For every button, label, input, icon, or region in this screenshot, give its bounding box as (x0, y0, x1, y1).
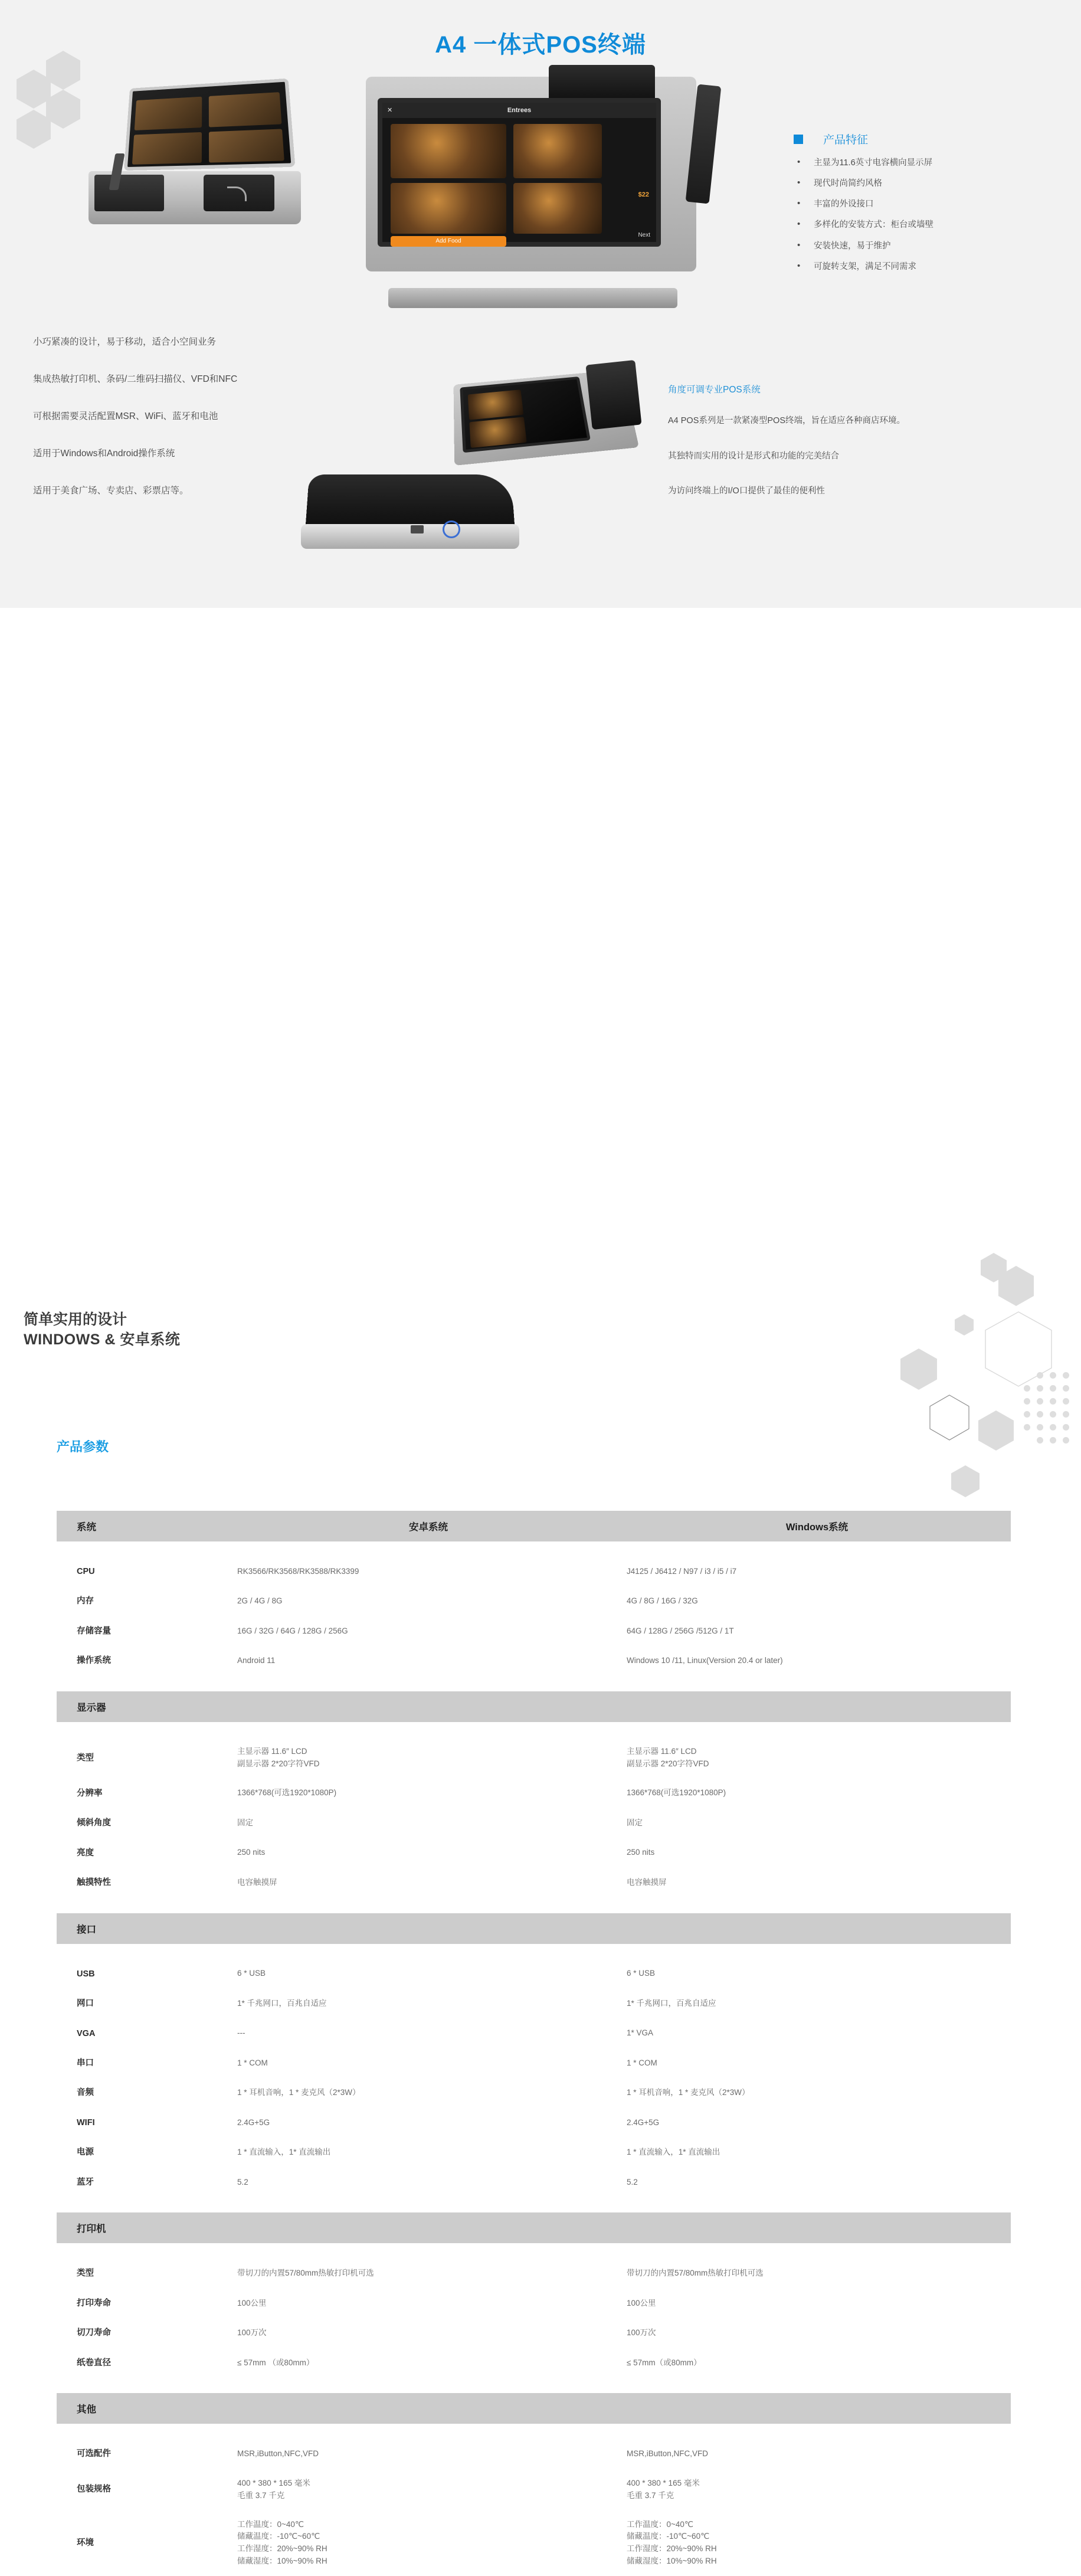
hexagon-decor-icon (17, 70, 51, 109)
feature-item: • 多样化的安装方式：柜台或墙壁 (794, 220, 1053, 230)
android-value: 6 * USB (237, 1969, 266, 1978)
windows-value: 1 * 耳机音响，1 * 麦克风（2*3W） (627, 2088, 750, 2097)
android-value: Android 11 (237, 1656, 276, 1665)
windows-value: 5.2 (627, 2177, 638, 2187)
hero-copy-line: 小巧紧凑的设计，易于移动，适合小空间业务 (33, 337, 217, 347)
row-label: 蓝牙 (77, 2177, 94, 2187)
device-printer-module (94, 175, 164, 211)
row-label: 分辨率 (77, 1788, 103, 1798)
table-row (57, 1737, 1011, 1779)
table-row (57, 2078, 1011, 2107)
spacer-cell (57, 2243, 1011, 2258)
hexagon-decor-icon (978, 1410, 1014, 1451)
android-value: 1 * 耳机音响，1 * 麦克风（2*3W） (237, 2088, 361, 2097)
row-label: VGA (77, 2028, 96, 2038)
table-row (57, 2019, 1011, 2048)
close-icon: ✕ (387, 107, 393, 114)
price-label: $22 (638, 191, 649, 198)
windows-value: MSR,iButton,NFC,VFD (627, 2449, 709, 2458)
features-heading (794, 131, 1053, 147)
row-label: WIFI (77, 2117, 95, 2127)
adjustable-angle-block (668, 382, 1022, 497)
hero-section (0, 0, 1081, 608)
table-row (57, 2168, 1011, 2197)
spacer-cell (57, 2197, 1011, 2212)
row-label: 类型 (77, 2269, 94, 2279)
windows-value: 100公里 (627, 2298, 656, 2307)
row-label: 可选配件 (77, 2449, 111, 2459)
table-spacer (57, 2424, 1011, 2439)
windows-value: 工作温度：0~40℃ 储藏温度：-10℃~60℃ 工作湿度：20%~90% RH 储藏湿度：10%~90% RH (627, 2519, 717, 2566)
adjustable-angle-paragraph: 为访问终端上的I/O口提供了最佳的便利性 (668, 486, 825, 496)
android-value: 100公里 (237, 2298, 267, 2307)
feature-item: • 现代时尚简约风格 (794, 178, 1053, 189)
table-spacer (57, 1722, 1011, 1737)
table-group-header (57, 1691, 1011, 1722)
row-label: 环境 (77, 2538, 94, 2548)
row-label: 触摸特性 (77, 1878, 111, 1888)
printer-and-msr-module (585, 360, 641, 430)
row-label: 亮度 (77, 1848, 94, 1858)
specifications-section (0, 608, 1081, 2566)
table-spacer (57, 2197, 1011, 2212)
hexagon-decor-icon (955, 1314, 974, 1336)
row-label: 网口 (77, 1999, 94, 2009)
hero-copy-line: 集成热敏打印机、条码/二维码扫描仪、VFD和NFC (33, 374, 238, 384)
table-row (57, 2258, 1011, 2288)
device-foot (388, 288, 677, 308)
spacer-cell (57, 1722, 1011, 1737)
next-button[interactable]: Next (638, 232, 650, 238)
feature-item: • 主显为11.6英寸电容横向显示屏 (794, 158, 1053, 168)
android-value: 250 nits (237, 1848, 266, 1857)
column-header: Windows系统 (623, 1511, 1011, 1541)
android-value: --- (237, 2028, 245, 2038)
table-row (57, 2439, 1011, 2469)
hexagon-decor-icon (951, 1465, 980, 1497)
group-header-label: 接口 (57, 1913, 1011, 1944)
table-spacer (57, 1541, 1011, 1557)
row-label: 操作系统 (77, 1656, 111, 1666)
windows-value: 2.4G+5G (627, 2117, 660, 2127)
product-image-compact-pos (89, 77, 301, 224)
spacer-cell (57, 1541, 1011, 1557)
android-value: 1 * COM (237, 2058, 268, 2067)
table-row (57, 1586, 1011, 1616)
android-value: 1* 千兆网口，百兆自适应 (237, 1998, 327, 2008)
spacer-cell (57, 2424, 1011, 2439)
spacer-cell (57, 1944, 1011, 1959)
windows-value: 1 * 直流输入，1* 直流输出 (627, 2148, 720, 2157)
windows-value: 固定 (627, 1818, 643, 1827)
section-heading-line2: WINDOWS & 安卓系统 (24, 1331, 181, 1348)
table-row (57, 1868, 1011, 1897)
table-row (57, 2348, 1011, 2378)
windows-value: 带切刀的内置57/80mm热敏打印机可选 (627, 2269, 764, 2278)
table-spacer (57, 2243, 1011, 2258)
windows-value: 1366*768(可选1920*1080P) (627, 1788, 726, 1798)
windows-value: 1* VGA (627, 2028, 654, 2038)
table-row (57, 1838, 1011, 1868)
square-bullet-icon (794, 135, 803, 144)
row-label: 打印寿命 (77, 2298, 111, 2308)
android-value: 2G / 4G / 8G (237, 1596, 283, 1606)
row-label: 切刀寿命 (77, 2328, 111, 2338)
windows-value: ≤ 57mm（或80mm） (627, 2358, 702, 2367)
table-row (57, 2108, 1011, 2138)
product-features-block (794, 131, 1053, 282)
spacer-cell (57, 1898, 1011, 1913)
windows-value: 主显示器 11.6″ LCD 副显示器 2*20字符VFD (627, 1746, 709, 1768)
column-header: 系统 (57, 1511, 234, 1541)
windows-value: 1* 千兆网口，百兆自适应 (627, 1998, 716, 2008)
hero-copy-line: 适用于美食广场、专卖店、彩票店等。 (33, 485, 189, 496)
windows-value: 400 * 380 * 165 毫米 毛重 3.7 千克 (627, 2478, 700, 2500)
android-value: 带切刀的内置57/80mm热敏打印机可选 (237, 2269, 374, 2278)
group-header-label: 打印机 (57, 2212, 1011, 2243)
android-value: 固定 (237, 1818, 253, 1827)
hexagon-outline-icon (929, 1394, 970, 1441)
spacer-cell (57, 1676, 1011, 1691)
nfc-reader-icon (204, 175, 274, 211)
table-group-header (57, 2393, 1011, 2424)
hero-copy-line: 可根据需要灵活配置MSR、WiFi、蓝牙和电池 (33, 411, 218, 421)
table-row (57, 2510, 1011, 2576)
windows-value: 250 nits (627, 1848, 655, 1857)
table-spacer (57, 2378, 1011, 2393)
row-label: CPU (77, 1567, 95, 1576)
android-value: 100万次 (237, 2328, 267, 2338)
row-label: 类型 (77, 1753, 94, 1763)
android-value: ≤ 57mm （或80mm） (237, 2358, 315, 2367)
row-label: 电源 (77, 2148, 94, 2158)
adjustable-angle-heading: 角度可调专业POS系统 (668, 385, 761, 395)
android-value: 1 * 直流输入，1* 直流输出 (237, 2148, 331, 2157)
hero-left-copy (33, 336, 411, 497)
windows-value: 4G / 8G / 16G / 32G (627, 1596, 698, 1606)
android-value: RK3566/RK3568/RK3588/RK3399 (237, 1566, 359, 1576)
feature-item: • 安装快速，易于维护 (794, 241, 1053, 251)
android-value: 1366*768(可选1920*1080P) (237, 1788, 337, 1798)
column-header: 安卓系统 (234, 1511, 623, 1541)
usb-port-icon (411, 525, 424, 533)
hexagon-decor-icon (900, 1348, 937, 1390)
spacer-cell (57, 2378, 1011, 2393)
product-image-main-pos (354, 65, 720, 319)
screen-title: Entrees (507, 107, 532, 114)
product-image-angled-pos (454, 360, 649, 478)
table-group-header (57, 1913, 1011, 1944)
table-header-row (57, 1511, 1011, 1541)
table-row (57, 1646, 1011, 1675)
table-row (57, 1616, 1011, 1646)
table-group-header (57, 2212, 1011, 2243)
section-heading (24, 1310, 180, 1350)
row-label: 包装规格 (77, 2485, 111, 2495)
group-header-label: 其他 (57, 2393, 1011, 2424)
android-value: MSR,iButton,NFC,VFD (237, 2449, 319, 2458)
table-spacer (57, 1676, 1011, 1691)
android-value: 5.2 (237, 2177, 248, 2187)
screen-topbar (382, 103, 656, 118)
table-row (57, 1557, 1011, 1586)
row-label: USB (77, 1969, 95, 1979)
android-value: 400 * 380 * 165 毫米 毛重 3.7 千克 (237, 2478, 310, 2500)
android-value: 2.4G+5G (237, 2117, 270, 2127)
windows-value: 100万次 (627, 2328, 656, 2338)
table-row (57, 1808, 1011, 1838)
page-title: A4 一体式POS终端 (435, 32, 646, 58)
device-base (301, 524, 519, 549)
device-screen (460, 377, 591, 453)
table-row (57, 2318, 1011, 2348)
android-value: 主显示器 11.6″ LCD 副显示器 2*20字符VFD (237, 1746, 320, 1768)
windows-value: 电容触摸屏 (627, 1877, 667, 1887)
row-label: 纸卷直径 (77, 2358, 111, 2368)
features-list (794, 158, 1053, 272)
power-button-icon (443, 521, 460, 538)
windows-value: 6 * USB (627, 1969, 656, 1978)
adjustable-angle-paragraph: A4 POS系列是一款紧凑型POS终端，旨在适应各种商店环境。 (668, 416, 906, 425)
windows-value: Windows 10 /11, Linux(Version 20.4 or later) (627, 1656, 783, 1665)
row-label: 音频 (77, 2088, 94, 2098)
device-screen (124, 78, 296, 171)
table-row (57, 1989, 1011, 2018)
table-row (57, 1959, 1011, 1989)
table-row (57, 2469, 1011, 2510)
table-row (57, 2289, 1011, 2318)
android-value: 16G / 32G / 64G / 128G / 256G (237, 1626, 348, 1635)
section-heading-line1: 简单实用的设计 (24, 1311, 127, 1328)
thermal-printer-module (549, 65, 655, 99)
adjustable-angle-paragraph: 其独特而实用的设计是形式和功能的完美结合 (668, 451, 839, 461)
device-screen (378, 98, 661, 247)
table-row (57, 1779, 1011, 1808)
table-row (57, 2138, 1011, 2167)
features-title: 产品特征 (823, 134, 869, 146)
android-value: 电容触摸屏 (237, 1877, 277, 1887)
windows-value: J4125 / J6412 / N97 / i3 / i5 / i7 (627, 1566, 737, 1576)
table-spacer (57, 1898, 1011, 1913)
group-header-label: 显示器 (57, 1691, 1011, 1722)
windows-value: 1 * COM (627, 2058, 657, 2067)
table-spacer (57, 1944, 1011, 1959)
hexagon-decor-icon (17, 110, 51, 149)
hexagon-decor-icon (46, 90, 80, 129)
row-label: 内存 (77, 1596, 94, 1606)
feature-item: • 可旋转支架，满足不同需求 (794, 261, 1053, 272)
row-label: 串口 (77, 2058, 94, 2068)
hexagon-decor-cluster (857, 1230, 1081, 1490)
params-title: 产品参数 (57, 1439, 109, 1454)
table-row (57, 2048, 1011, 2078)
add-food-button[interactable]: Add Food (391, 236, 506, 247)
feature-item: • 丰富的外设接口 (794, 199, 1053, 210)
row-label: 倾斜角度 (77, 1818, 111, 1828)
android-value: 工作温度：0~40℃ 储藏温度：-10℃~60℃ 工作湿度：20%~90% RH 储藏湿度：10%~90% RH (237, 2519, 327, 2566)
windows-value: 64G / 128G / 256G /512G / 1T (627, 1626, 734, 1635)
row-label: 存储容量 (77, 1626, 111, 1636)
hero-copy-line: 适用于Windows和Android操作系统 (33, 448, 175, 459)
specifications-table (57, 1511, 1011, 2576)
